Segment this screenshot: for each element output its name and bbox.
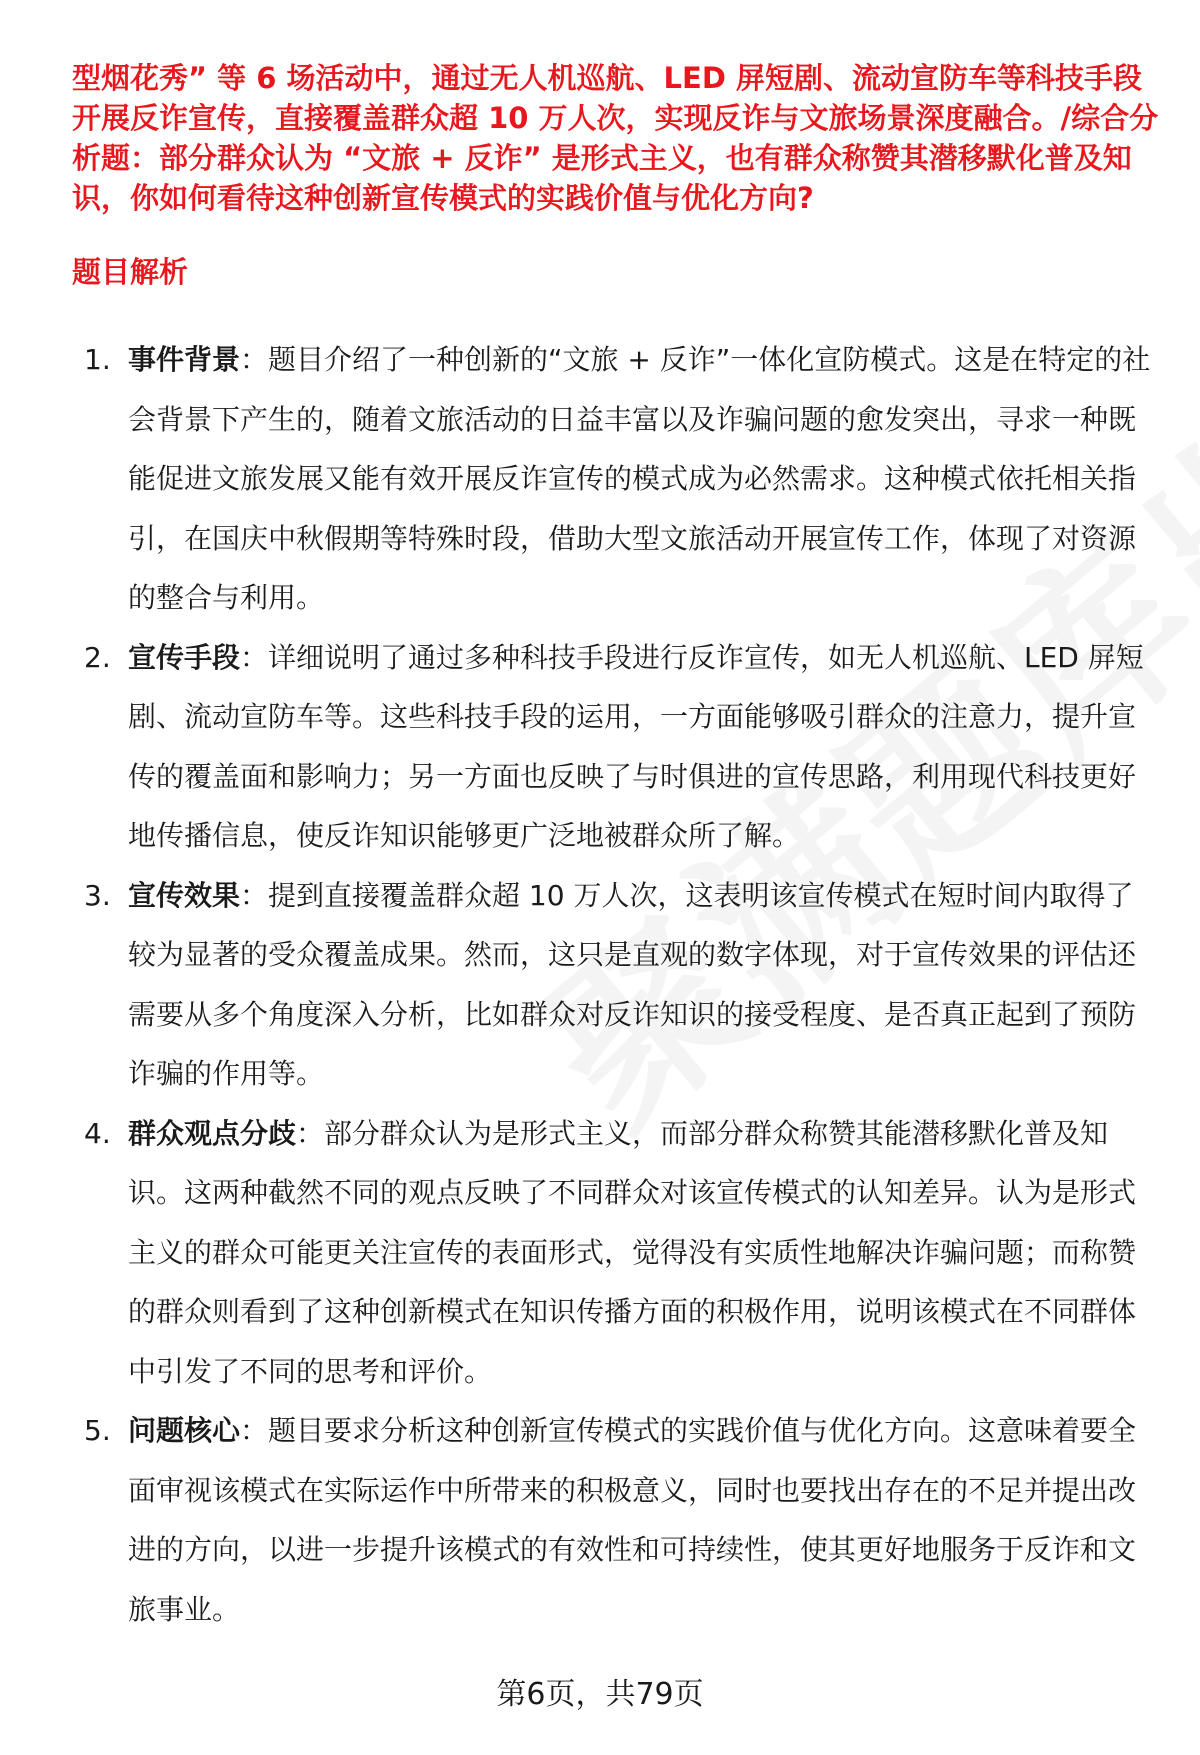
item-body: ：详细说明了通过多种科技手段进行反诈宣传，如无人机巡航、LED 屏短剧、流动宣防车等。这些科技手段的运用，一方面能够吸引群众的注意力，提升宣传的覆盖面和影响力；另一方面也反映了与时俱进的宣传思路，利用现代科技更好地传播信息，使反诈知识能够更广泛地被群众所了解。 bbox=[128, 640, 1144, 852]
analysis-list bbox=[72, 330, 1152, 1639]
item-number: 1. bbox=[84, 343, 111, 376]
item-heading: 问题核心 bbox=[128, 1414, 241, 1447]
item-body: ：部分群众认为是形式主义，而部分群众称赞其能潜移默化普及知识。这两种截然不同的观点反映了不同群众对该宣传模式的认知差异。认为是形式主义的群众可能更关注宣传的表面形式，觉得没有实质性地解决诈骗问题；而称赞的群众则看到了这种创新模式在知识传播方面的积极作用，说明该模式在不同群体中引发了不同的思考和评价。 bbox=[128, 1116, 1137, 1388]
item-body: ：提到直接覆盖群众超 10 万人次，这表明该宣传模式在短时间内取得了较为显著的受众覆盖成果。然而，这只是直观的数字体现，对于宣传效果的评估还需要从多个角度深入分析，比如群众对反诈知识的接受程度、是否真正起到了预防诈骗的作用等。 bbox=[128, 878, 1137, 1090]
item-number: 2. bbox=[84, 640, 111, 674]
item-number: 4. bbox=[84, 1116, 111, 1150]
analysis-item bbox=[72, 628, 1152, 866]
question-text: 型烟花秀” 等 6 场活动中，通过无人机巡航、LED 屏短剧、流动宣防车等科技手段开展反诈宣传，直接覆盖群众超 10 万人次，实现反诈与文旅场景深度融合。/综合分析题：部分群众认为 “文旅 + 反诈” 是形式主义，也有群众称赞其潜移默化普及知识，你如何看待这种创新宣传模式的实践价值与优化方向? bbox=[72, 61, 1159, 215]
item-number: 3. bbox=[84, 878, 111, 912]
page-footer: 第6页，共79页 bbox=[496, 1677, 704, 1712]
item-heading: 宣传手段 bbox=[128, 640, 241, 674]
analysis-item bbox=[72, 1104, 1152, 1402]
analysis-item bbox=[72, 1401, 1152, 1639]
item-heading: 事件背景 bbox=[128, 343, 241, 376]
item-body: ：题目介绍了一种创新的“文旅 + 反诈”一体化宣防模式。这是在特定的社会背景下产生的，随着文旅活动的日益丰富以及诈骗问题的愈发突出，寻求一种既能促进文旅发展又能有效开展反诈宣传的模式成为必然需求。这种模式依托相关指引，在国庆中秋假期等特殊时段，借助大型文旅活动开展宣传工作，体现了对资源的整合与利用。 bbox=[128, 343, 1151, 614]
item-heading: 群众观点分歧 bbox=[128, 1116, 297, 1150]
analysis-item bbox=[72, 866, 1152, 1104]
item-number: 5. bbox=[84, 1414, 111, 1447]
analysis-item bbox=[72, 330, 1152, 628]
section-title: 题目解析 bbox=[72, 255, 189, 289]
item-heading: 宣传效果 bbox=[128, 878, 241, 912]
item-body: ：题目要求分析这种创新宣传模式的实践价值与优化方向。这意味着要全面审视该模式在实际运作中所带来的积极意义，同时也要找出存在的不足并提出改进的方向，以进一步提升该模式的有效性和可持续性，使其更好地服务于反诈和文旅事业。 bbox=[128, 1414, 1137, 1626]
